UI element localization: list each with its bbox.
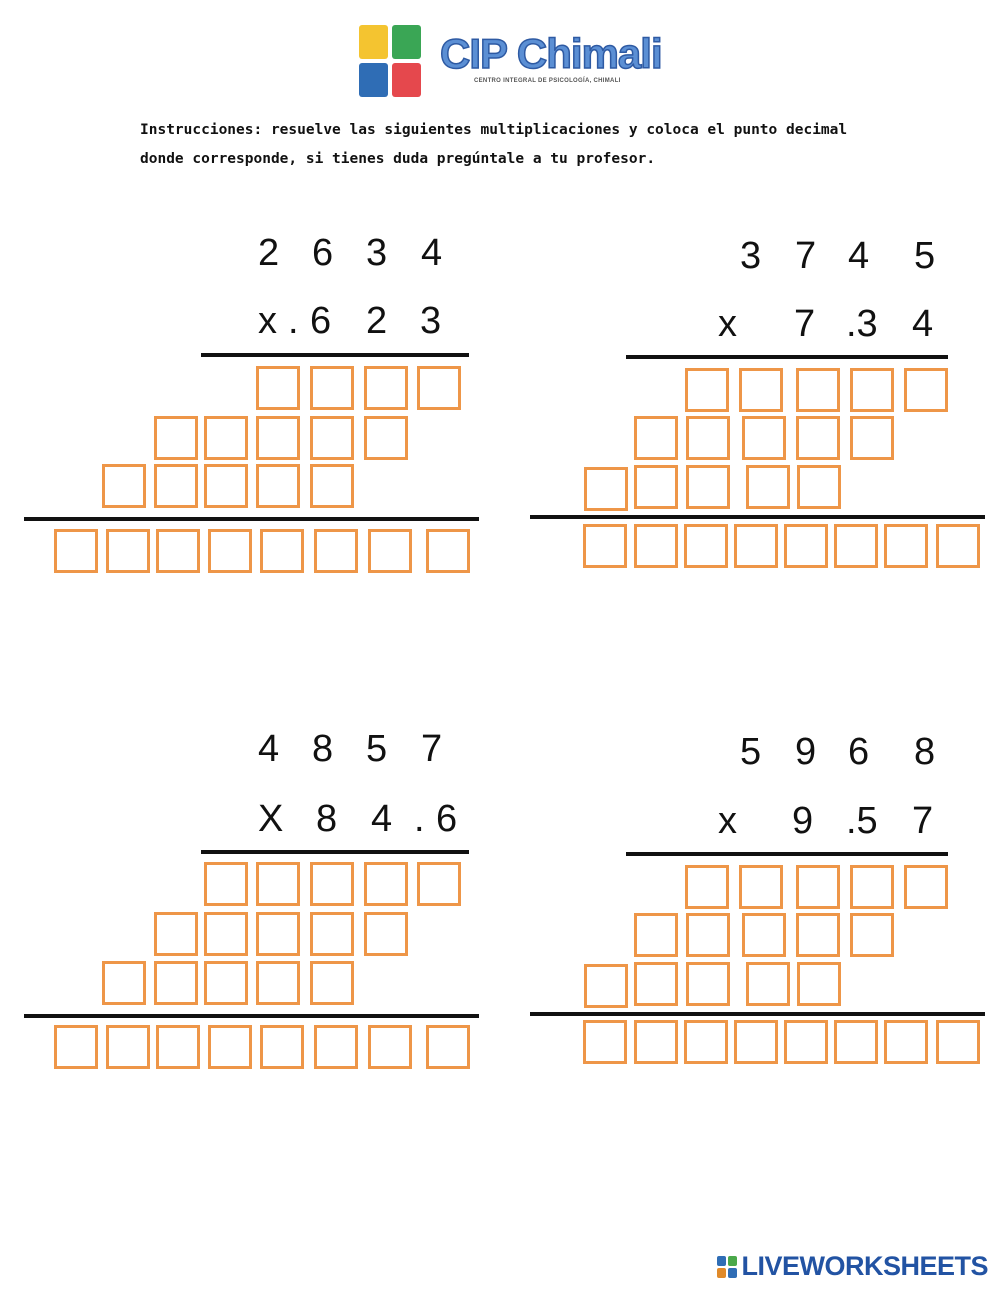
answer-box[interactable] [746,962,790,1006]
answer-box[interactable] [204,961,248,1005]
answer-box[interactable] [685,368,729,412]
multiplicand-digit: 5 [740,731,762,773]
answer-box[interactable] [634,416,678,460]
logo [359,25,421,97]
result-box[interactable] [314,1025,358,1069]
multiplicand-digit: 8 [914,731,936,773]
answer-box[interactable] [904,368,948,412]
answer-box[interactable] [584,964,628,1008]
multiplicand-digit: 8 [312,728,334,770]
multiplicand-digit: 5 [914,235,936,277]
answer-box[interactable] [364,366,408,410]
result-box[interactable] [634,524,678,568]
answer-box[interactable] [796,865,840,909]
multiplier-digit: .5 [846,800,878,842]
multiplicand-digit: 4 [258,728,280,770]
answer-box[interactable] [417,366,461,410]
answer-box[interactable] [739,368,783,412]
result-box[interactable] [936,1020,980,1064]
heart-icon [392,63,421,97]
answer-box[interactable] [634,962,678,1006]
result-box[interactable] [260,1025,304,1069]
answer-box[interactable] [797,962,841,1006]
answer-box[interactable] [204,912,248,956]
multiplicand-digit: 6 [312,232,334,274]
multiplier-digit: 3 [420,300,442,342]
multiply-sign: x [718,800,737,842]
rule [626,852,948,856]
answer-box[interactable] [256,912,300,956]
answer-box[interactable] [310,366,354,410]
result-box[interactable] [54,529,98,573]
instructions [140,116,860,174]
answer-box[interactable] [256,862,300,906]
multiplier-digit: 8 [316,798,338,840]
answer-box[interactable] [154,464,198,508]
result-box[interactable] [834,1020,878,1064]
answer-box[interactable] [204,862,248,906]
result-box[interactable] [106,529,150,573]
answer-box[interactable] [154,912,198,956]
answer-box[interactable] [310,862,354,906]
answer-box[interactable] [685,865,729,909]
result-box[interactable] [684,524,728,568]
result-box[interactable] [208,1025,252,1069]
answer-box[interactable] [417,862,461,906]
rule [530,1012,985,1016]
answer-box[interactable] [364,862,408,906]
answer-box[interactable] [850,913,894,957]
result-box[interactable] [834,524,878,568]
multiplicand-digit: 4 [848,235,870,277]
rule [201,353,469,357]
multiplicand-digit: 5 [366,728,388,770]
multiplicand-digit: 7 [795,235,817,277]
answer-box[interactable] [256,464,300,508]
multiply-sign: X [258,798,284,840]
answer-box[interactable] [850,416,894,460]
multiplicand-digit: 9 [795,731,817,773]
multiply-sign: x [258,300,277,342]
answer-box[interactable] [850,865,894,909]
multiplicand-digit: 3 [740,235,762,277]
rule [530,515,985,519]
result-box[interactable] [884,1020,928,1064]
result-box[interactable] [583,1020,627,1064]
multiplicand-digit: 2 [258,232,280,274]
result-box[interactable] [884,524,928,568]
answer-box[interactable] [634,465,678,509]
answer-box[interactable] [584,467,628,511]
liveworksheets-logo-icon [717,1256,737,1278]
answer-box[interactable] [796,416,840,460]
result-box[interactable] [634,1020,678,1064]
result-box[interactable] [734,524,778,568]
multiplier-digit: 2 [366,300,388,342]
brand-name: CIP Chimali [440,30,662,77]
result-box[interactable] [426,1025,470,1069]
answer-box[interactable] [256,961,300,1005]
instructions-line-1: Instrucciones: resuelve las siguientes multiplicaciones y coloca el punto decimal [140,122,848,138]
lightbulb-icon [359,25,388,59]
answer-box[interactable] [686,465,730,509]
result-box[interactable] [106,1025,150,1069]
footer-brand-text: LIVEWORKSHEETS [741,1251,988,1281]
result-box[interactable] [368,1025,412,1069]
answer-box[interactable] [797,465,841,509]
answer-box[interactable] [154,416,198,460]
answer-box[interactable] [686,962,730,1006]
decimal-point: . [414,798,425,840]
result-box[interactable] [784,524,828,568]
answer-box[interactable] [204,464,248,508]
answer-box[interactable] [796,368,840,412]
answer-box[interactable] [256,416,300,460]
result-box[interactable] [583,524,627,568]
result-box[interactable] [936,524,980,568]
result-box[interactable] [426,529,470,573]
result-box[interactable] [156,529,200,573]
answer-box[interactable] [742,416,786,460]
result-box[interactable] [684,1020,728,1064]
brain-icon [392,25,421,59]
answer-box[interactable] [739,865,783,909]
answer-box[interactable] [746,465,790,509]
instructions-line-2: donde corresponde, si tienes duda pregúntale a tu profesor. [140,151,656,167]
multiplier-digit: 6 [436,798,458,840]
multiplicand-digit: 3 [366,232,388,274]
answer-box[interactable] [634,913,678,957]
multiplicand-digit: 7 [421,728,443,770]
answer-box[interactable] [102,464,146,508]
answer-box[interactable] [686,913,730,957]
result-box[interactable] [156,1025,200,1069]
multiplier-digit: 4 [912,303,934,345]
result-box[interactable] [260,529,304,573]
multiplier-digit: 6 [310,300,332,342]
decimal-point: . [288,300,299,342]
answer-box[interactable] [904,865,948,909]
answer-box[interactable] [310,464,354,508]
rule [626,355,948,359]
answer-box[interactable] [310,416,354,460]
answer-box[interactable] [310,912,354,956]
answer-box[interactable] [256,366,300,410]
answer-box[interactable] [154,961,198,1005]
answer-box[interactable] [742,913,786,957]
multiplier-digit: 4 [371,798,393,840]
multiplicand-digit: 6 [848,731,870,773]
result-box[interactable] [54,1025,98,1069]
multiplier-digit: 9 [792,800,814,842]
multiplicand-digit: 4 [421,232,443,274]
multiply-sign: x [718,303,737,345]
multiplier-digit: 7 [912,800,934,842]
book-icon [359,63,388,97]
rule [201,850,469,854]
multiplier-digit: 7 [794,303,816,345]
result-box[interactable] [784,1020,828,1064]
rule [24,517,479,521]
result-box[interactable] [208,529,252,573]
answer-box[interactable] [686,416,730,460]
rule [24,1014,479,1018]
answer-box[interactable] [204,416,248,460]
brand-subtitle: CENTRO INTEGRAL DE PSICOLOGÍA, CHIMALI [474,78,621,84]
answer-box[interactable] [850,368,894,412]
answer-box[interactable] [364,912,408,956]
result-box[interactable] [734,1020,778,1064]
footer-brand [717,1251,988,1282]
result-box[interactable] [368,529,412,573]
result-box[interactable] [314,529,358,573]
answer-box[interactable] [796,913,840,957]
answer-box[interactable] [310,961,354,1005]
multiplier-digit: .3 [846,303,878,345]
answer-box[interactable] [102,961,146,1005]
answer-box[interactable] [364,416,408,460]
